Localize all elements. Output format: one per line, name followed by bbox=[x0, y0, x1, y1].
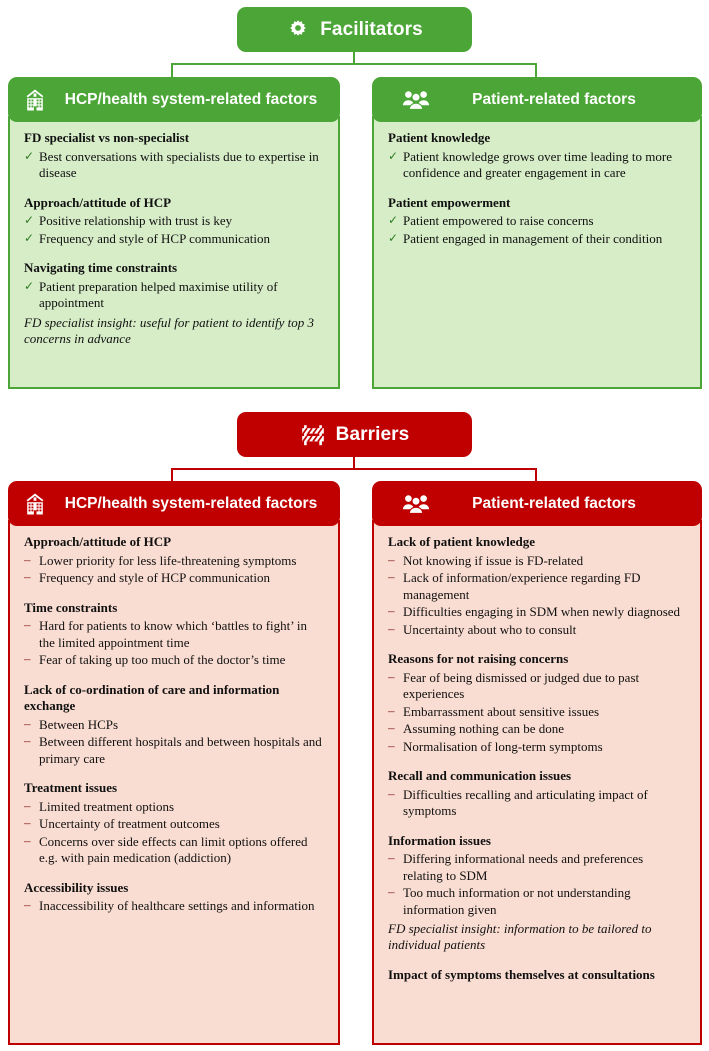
panel-header[interactable] bbox=[8, 77, 340, 122]
factor-list-item-text: Positive relationship with trust is key bbox=[39, 213, 233, 228]
factor-group-title: Approach/attitude of HCP bbox=[24, 534, 172, 549]
dash-icon: – bbox=[24, 832, 31, 848]
panel-title: Patient-related factors bbox=[472, 90, 636, 108]
factor-group-title: Accessibility issues bbox=[24, 879, 129, 895]
factor-list-item-text: Lower priority for less life-threatening symptoms bbox=[39, 552, 297, 568]
dash-icon: – bbox=[24, 715, 31, 731]
factor-list-item bbox=[24, 898, 324, 915]
factor-group-title: FD specialist vs non-specialist bbox=[24, 130, 190, 145]
factor-list-item-text: Assuming nothing can be done bbox=[403, 721, 565, 736]
panel-body bbox=[8, 116, 340, 389]
factor-list-item-text: Frequency and style of HCP communication bbox=[39, 570, 270, 585]
factor-list-item-text: Embarrassment about sensitive issues bbox=[403, 703, 600, 719]
factor-list-item bbox=[388, 553, 686, 570]
factor-list-item-text: Uncertainty of treatment outcomes bbox=[39, 816, 220, 831]
factor-list-item-text: Uncertainty about who to consult bbox=[403, 621, 577, 637]
people-group-icon bbox=[402, 492, 430, 516]
factor-group-title: Navigating time constraints bbox=[24, 260, 178, 275]
barriers-header-pill[interactable] bbox=[237, 412, 472, 457]
factor-group-title: Time constraints bbox=[24, 599, 118, 615]
factor-list bbox=[24, 279, 324, 312]
factor-list-item bbox=[388, 885, 686, 918]
dash-icon: – bbox=[388, 702, 395, 718]
connector-crossbar bbox=[171, 63, 537, 65]
panel-barriers-hcp bbox=[8, 481, 340, 1045]
factor-list-item bbox=[24, 799, 324, 816]
factor-list-item-text: Patient knowledge grows over time leading to more confidence and greater engagement in care bbox=[403, 148, 672, 180]
specialist-insight: FD specialist insight: useful for patient to identify top 3 concerns in advance bbox=[24, 314, 314, 346]
factor-list-item-text: Between different hospitals and between hospitals and primary care bbox=[39, 734, 322, 766]
barriers-title: Barriers bbox=[335, 423, 410, 445]
factor-list-item bbox=[388, 231, 686, 248]
factor-list-item bbox=[24, 834, 324, 867]
factor-list bbox=[388, 787, 686, 820]
factor-list-item bbox=[24, 149, 324, 182]
factor-group-title: Patient knowledge bbox=[388, 130, 491, 145]
factor-list bbox=[24, 553, 324, 587]
check-icon: ✓ bbox=[388, 148, 399, 163]
factor-list-item-text: Patient preparation helped maximise utility of appointment bbox=[39, 278, 278, 310]
factor-list bbox=[24, 898, 324, 915]
factor-list-item-text: Best conversations with specialists due to expertise in disease bbox=[39, 148, 319, 180]
factor-list-item-text: Too much information or not understanding information given bbox=[403, 885, 631, 917]
dash-icon: – bbox=[24, 651, 31, 666]
dash-icon: – bbox=[24, 733, 31, 748]
dash-icon: – bbox=[388, 668, 395, 684]
facilitators-header-pill[interactable] bbox=[237, 7, 472, 52]
facilitators-title: Facilitators bbox=[320, 18, 423, 40]
dash-icon: – bbox=[24, 569, 31, 584]
factor-group bbox=[388, 768, 686, 820]
factor-group bbox=[388, 967, 686, 984]
factor-list-item bbox=[24, 553, 324, 570]
factor-list-item bbox=[388, 604, 686, 621]
factor-group-title: Reasons for not raising concerns bbox=[388, 651, 569, 666]
factor-group bbox=[388, 130, 686, 182]
factor-list bbox=[388, 553, 686, 639]
factor-list bbox=[388, 670, 686, 756]
dash-icon: – bbox=[24, 551, 31, 567]
dash-icon: – bbox=[388, 850, 395, 865]
factor-list bbox=[388, 851, 686, 918]
factor-group bbox=[24, 260, 324, 347]
road-barrier-icon bbox=[300, 422, 326, 448]
factor-group bbox=[24, 880, 324, 915]
factor-list-item-text: Fear of being dismissed or judged due to past experiences bbox=[403, 669, 640, 701]
factor-list bbox=[24, 149, 324, 182]
factor-group-title: Approach/attitude of HCP bbox=[24, 194, 172, 210]
factor-list-item bbox=[388, 570, 686, 603]
factor-group-title: Impact of symptoms themselves at consultations bbox=[388, 966, 655, 982]
panel-header[interactable] bbox=[372, 77, 702, 122]
factor-list-item bbox=[388, 622, 686, 639]
factor-list-item-text: Difficulties recalling and articulating impact of symptoms bbox=[403, 786, 648, 818]
factor-group-title: Lack of patient knowledge bbox=[388, 534, 535, 549]
check-icon: ✓ bbox=[24, 213, 35, 227]
factor-list bbox=[24, 799, 324, 867]
dash-icon: – bbox=[388, 737, 395, 753]
panel-header[interactable] bbox=[8, 481, 340, 526]
panel-facilitators-patient bbox=[372, 77, 702, 389]
factor-list bbox=[388, 149, 686, 182]
factor-list bbox=[24, 717, 324, 768]
factor-list-item bbox=[388, 851, 686, 884]
panel-barriers-patient bbox=[372, 481, 702, 1045]
factor-list-item bbox=[388, 149, 686, 182]
factor-list bbox=[24, 213, 324, 247]
factor-list-item-text: Differing informational needs and preferences relating to SDM bbox=[403, 851, 644, 883]
factor-group bbox=[388, 534, 686, 638]
dash-icon: – bbox=[388, 720, 395, 735]
factor-list-item bbox=[24, 618, 324, 651]
dash-icon: – bbox=[388, 603, 395, 618]
factor-group bbox=[388, 833, 686, 954]
panel-body bbox=[372, 116, 702, 389]
check-icon: ✓ bbox=[24, 148, 35, 163]
dash-icon: – bbox=[388, 551, 395, 567]
factor-list-item bbox=[24, 652, 324, 669]
panel-body bbox=[372, 520, 702, 1045]
factor-list-item bbox=[388, 670, 686, 703]
factor-list-item bbox=[388, 739, 686, 756]
factor-group bbox=[24, 534, 324, 587]
factor-list-item-text: Patient engaged in management of their condition bbox=[403, 230, 663, 246]
factor-list-item bbox=[388, 213, 686, 230]
factor-group-title: Treatment issues bbox=[24, 780, 118, 795]
factor-list-item-text: Lack of information/experience regarding FD management bbox=[403, 570, 641, 602]
factor-group-title: Recall and communication issues bbox=[388, 768, 572, 783]
panel-title: HCP/health system-related factors bbox=[64, 90, 318, 108]
factor-list-item-text: Frequency and style of HCP communication bbox=[39, 230, 270, 246]
dash-icon: – bbox=[388, 569, 395, 584]
dash-icon: – bbox=[388, 884, 395, 899]
check-icon: ✓ bbox=[24, 230, 35, 245]
check-icon: ✓ bbox=[388, 213, 399, 227]
factor-group bbox=[24, 195, 324, 248]
factor-list-item-text: Concerns over side effects can limit options offered e.g. with pain medication (addiction) bbox=[39, 833, 308, 865]
check-icon: ✓ bbox=[24, 278, 35, 293]
factor-list-item-text: Hard for patients to know which ‘battles to fight’ in the limited appointment time bbox=[39, 618, 308, 650]
dash-icon: – bbox=[24, 815, 31, 830]
dash-icon: – bbox=[24, 897, 31, 912]
people-group-icon bbox=[402, 88, 430, 112]
factor-group bbox=[24, 682, 324, 768]
factor-list-item bbox=[388, 787, 686, 820]
factor-list-item-text: Inaccessibility of healthcare settings and information bbox=[39, 898, 315, 913]
factor-list-item bbox=[24, 213, 324, 230]
factor-group bbox=[388, 195, 686, 248]
factor-list-item bbox=[388, 721, 686, 738]
factor-list-item bbox=[24, 279, 324, 312]
gear-icon bbox=[286, 18, 310, 42]
hospital-icon bbox=[22, 87, 48, 113]
factor-list-item bbox=[388, 704, 686, 721]
factor-list-item bbox=[24, 231, 324, 248]
factor-list-item-text: Fear of taking up too much of the doctor’s time bbox=[39, 652, 286, 667]
factor-list-item bbox=[24, 816, 324, 833]
hospital-icon bbox=[22, 491, 48, 517]
factor-list-item-text: Not knowing if issue is FD-related bbox=[403, 552, 584, 568]
factor-list-item-text: Patient empowered to raise concerns bbox=[403, 213, 594, 228]
panel-facilitators-hcp bbox=[8, 77, 340, 389]
factor-list-item-text: Difficulties engaging in SDM when newly diagnosed bbox=[403, 604, 681, 619]
factor-group bbox=[388, 651, 686, 755]
factor-list-item-text: Limited treatment options bbox=[39, 798, 175, 814]
factor-group-title: Information issues bbox=[388, 832, 491, 848]
factor-list-item bbox=[24, 570, 324, 587]
panel-body bbox=[8, 520, 340, 1045]
panel-title: HCP/health system-related factors bbox=[64, 494, 318, 512]
factor-list-item-text: Normalisation of long-term symptoms bbox=[403, 738, 603, 754]
factor-group bbox=[24, 780, 324, 867]
panel-title: Patient-related factors bbox=[472, 494, 636, 512]
factor-group-title: Lack of co-ordination of care and information exchange bbox=[24, 681, 280, 713]
factor-group bbox=[24, 130, 324, 182]
dash-icon: – bbox=[388, 785, 395, 801]
factor-list-item bbox=[24, 717, 324, 734]
factor-list bbox=[388, 213, 686, 247]
factor-group-title: Patient empowerment bbox=[388, 194, 511, 210]
factor-group bbox=[24, 600, 324, 669]
factor-list-item bbox=[24, 734, 324, 767]
check-icon: ✓ bbox=[388, 230, 399, 245]
connector-crossbar bbox=[171, 468, 537, 470]
dash-icon: – bbox=[24, 797, 31, 813]
factor-list bbox=[24, 618, 324, 669]
dash-icon: – bbox=[24, 617, 31, 632]
dash-icon: – bbox=[388, 620, 395, 636]
panel-header[interactable] bbox=[372, 481, 702, 526]
factor-list-item-text: Between HCPs bbox=[39, 716, 119, 732]
specialist-insight: FD specialist insight: information to be tailored to individual patients bbox=[388, 921, 652, 953]
